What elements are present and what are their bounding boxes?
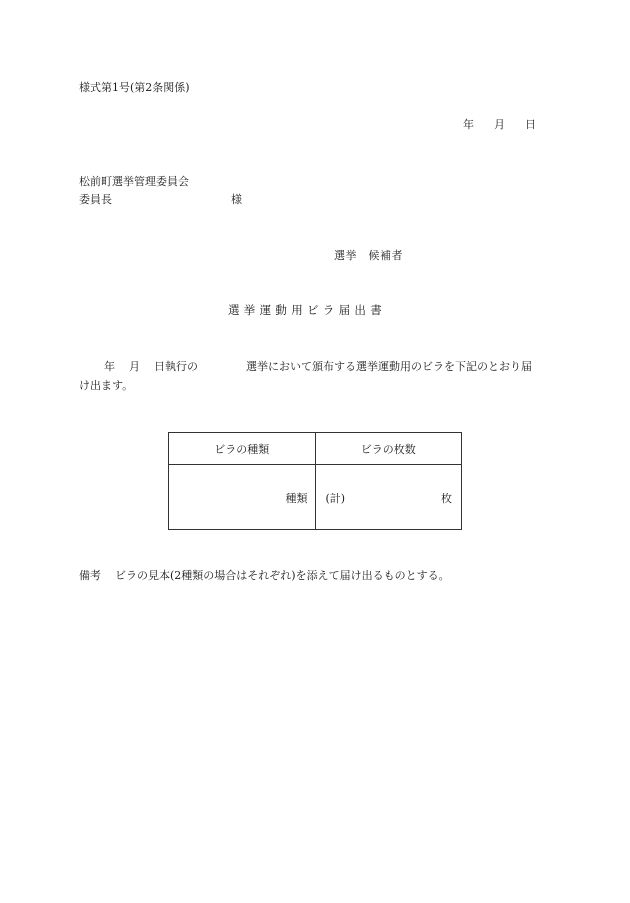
table-header-row xyxy=(169,433,462,465)
document-title: 選挙運動用ビラ届出書 xyxy=(228,303,386,317)
flyer-table xyxy=(168,432,462,530)
date-year-label: 年 xyxy=(463,118,474,131)
table-row xyxy=(169,465,462,530)
body-month: 月 xyxy=(129,360,140,373)
header-flyer-count: ビラの枚数 xyxy=(315,433,462,465)
body-text-line-2: け出ます。 xyxy=(79,379,134,392)
form-number: 様式第1号(第2条関係) xyxy=(79,81,190,94)
addressee-title: 委員長 xyxy=(79,193,112,206)
date-day-label: 日 xyxy=(525,118,536,131)
sheets-unit-label: 枚 xyxy=(441,492,452,505)
body-year: 年 xyxy=(104,360,115,373)
remarks-text: ビラの見本(2種類の場合はそれぞれ)を添えて届け出るものとする。 xyxy=(115,569,450,582)
body-day-exec: 日執行の xyxy=(154,360,198,373)
remarks xyxy=(79,570,450,581)
applicant-label: 選挙 候補者 xyxy=(334,249,403,262)
body-text-line-1 xyxy=(104,361,532,372)
addressee-honorific: 様 xyxy=(231,193,242,206)
types-unit-label: 種類 xyxy=(285,492,308,505)
header-flyer-types: ビラの種類 xyxy=(169,433,316,465)
total-label: (計) xyxy=(325,492,346,505)
remarks-label: 備考 xyxy=(79,569,101,582)
date-line xyxy=(463,119,536,130)
cell-flyer-types xyxy=(169,465,316,530)
cell-flyer-count xyxy=(315,465,462,530)
addressee-organization: 松前町選挙管理委員会 xyxy=(79,175,189,188)
date-month-label: 月 xyxy=(494,118,505,131)
body-text-1: 選挙において頒布する選挙運動用のビラを下記のとおり届 xyxy=(246,360,532,373)
